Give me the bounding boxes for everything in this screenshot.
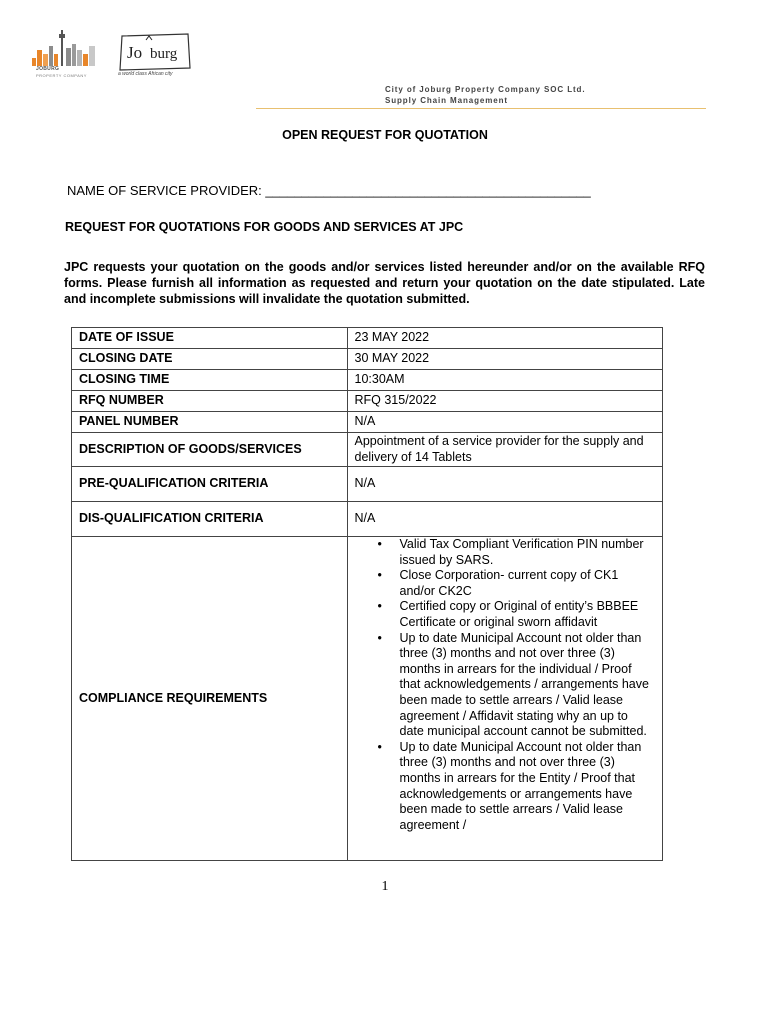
row-value: Appointment of a service provider for the supply and delivery of 14 Tablets: [347, 433, 663, 467]
joburg-logo: [118, 32, 194, 72]
table-row: [72, 349, 663, 370]
row-label: DIS-QUALIFICATION CRITERIA: [72, 502, 348, 537]
company-name: City of Joburg Property Company SOC Ltd.: [385, 85, 586, 94]
compliance-row: [72, 537, 663, 861]
row-value: N/A: [347, 412, 663, 433]
service-provider-line: NAME OF SERVICE PROVIDER: _____________________________________________: [67, 183, 591, 198]
row-label: CLOSING TIME: [72, 370, 348, 391]
compliance-requirements: [347, 537, 663, 861]
svg-text:burg: burg: [150, 46, 178, 62]
intro-paragraph: JPC requests your quotation on the goods and/or services listed hereunder and/or on the available RFQ forms. Please furnish all information as requested and return your quotation on the date stipulated. Late and incomplete submissions will invalidate the quotation submitted.: [64, 260, 705, 306]
row-label: DATE OF ISSUE: [72, 328, 348, 349]
jpc-subtitle: PROPERTY COMPANY: [36, 73, 87, 78]
compliance-label: COMPLIANCE REQUIREMENTS: [72, 537, 348, 861]
company-header: [385, 84, 585, 106]
table-row: [72, 502, 663, 537]
table-row: [72, 370, 663, 391]
svg-text:Jo: Jo: [127, 43, 143, 62]
page-number: 1: [381, 879, 389, 894]
table-row: [72, 328, 663, 349]
table-row: [72, 391, 663, 412]
document-title: OPEN REQUEST FOR QUOTATION: [282, 128, 488, 142]
row-label: PANEL NUMBER: [72, 412, 348, 433]
jpc-wordmark: JOBURG: [36, 66, 60, 72]
row-value: 30 MAY 2022: [347, 349, 663, 370]
list-item: • Valid Tax Compliant Verification PIN number issued by SARS.: [400, 537, 656, 568]
row-value: 10:30AM: [347, 370, 663, 391]
company-department: Supply Chain Management: [385, 96, 508, 105]
row-label: PRE-QUALIFICATION CRITERIA: [72, 467, 348, 502]
header-rule: [256, 108, 706, 109]
table-row: [72, 412, 663, 433]
row-value: N/A: [347, 502, 663, 537]
row-value: 23 MAY 2022: [347, 328, 663, 349]
rfq-details-table: [71, 327, 663, 861]
compliance-list: [355, 537, 656, 833]
table-row: [72, 467, 663, 502]
row-label: CLOSING DATE: [72, 349, 348, 370]
row-label: DESCRIPTION OF GOODS/SERVICES: [72, 433, 348, 467]
row-label: RFQ NUMBER: [72, 391, 348, 412]
list-item: • Up to date Municipal Account not older than three (3) months and not over three (3) months in arrears for the Entity / Proof that acknowledgements or arrangements have been made to settle arrears / Valid lease agreement /: [400, 740, 656, 834]
table-row: [72, 433, 663, 467]
row-value: RFQ 315/2022: [347, 391, 663, 412]
document-subtitle: REQUEST FOR QUOTATIONS FOR GOODS AND SERVICES AT JPC: [65, 220, 464, 234]
list-item: • Close Corporation- current copy of CK1 and/or CK2C: [400, 568, 656, 599]
joburg-tagline: a world class African city: [118, 71, 173, 77]
list-item: • Certified copy or Original of entity’s BBBEE Certificate or original sworn affidavit: [400, 599, 656, 630]
list-item: • Up to date Municipal Account not older than three (3) months and not over three (3) months in arrears for the individual / Proof that acknowledgements / arrangements have been made to settle arrears / Valid lease agreement / Affidavit stating why an up to date municipal account cannot be submitted.: [400, 631, 656, 740]
row-value: N/A: [347, 467, 663, 502]
